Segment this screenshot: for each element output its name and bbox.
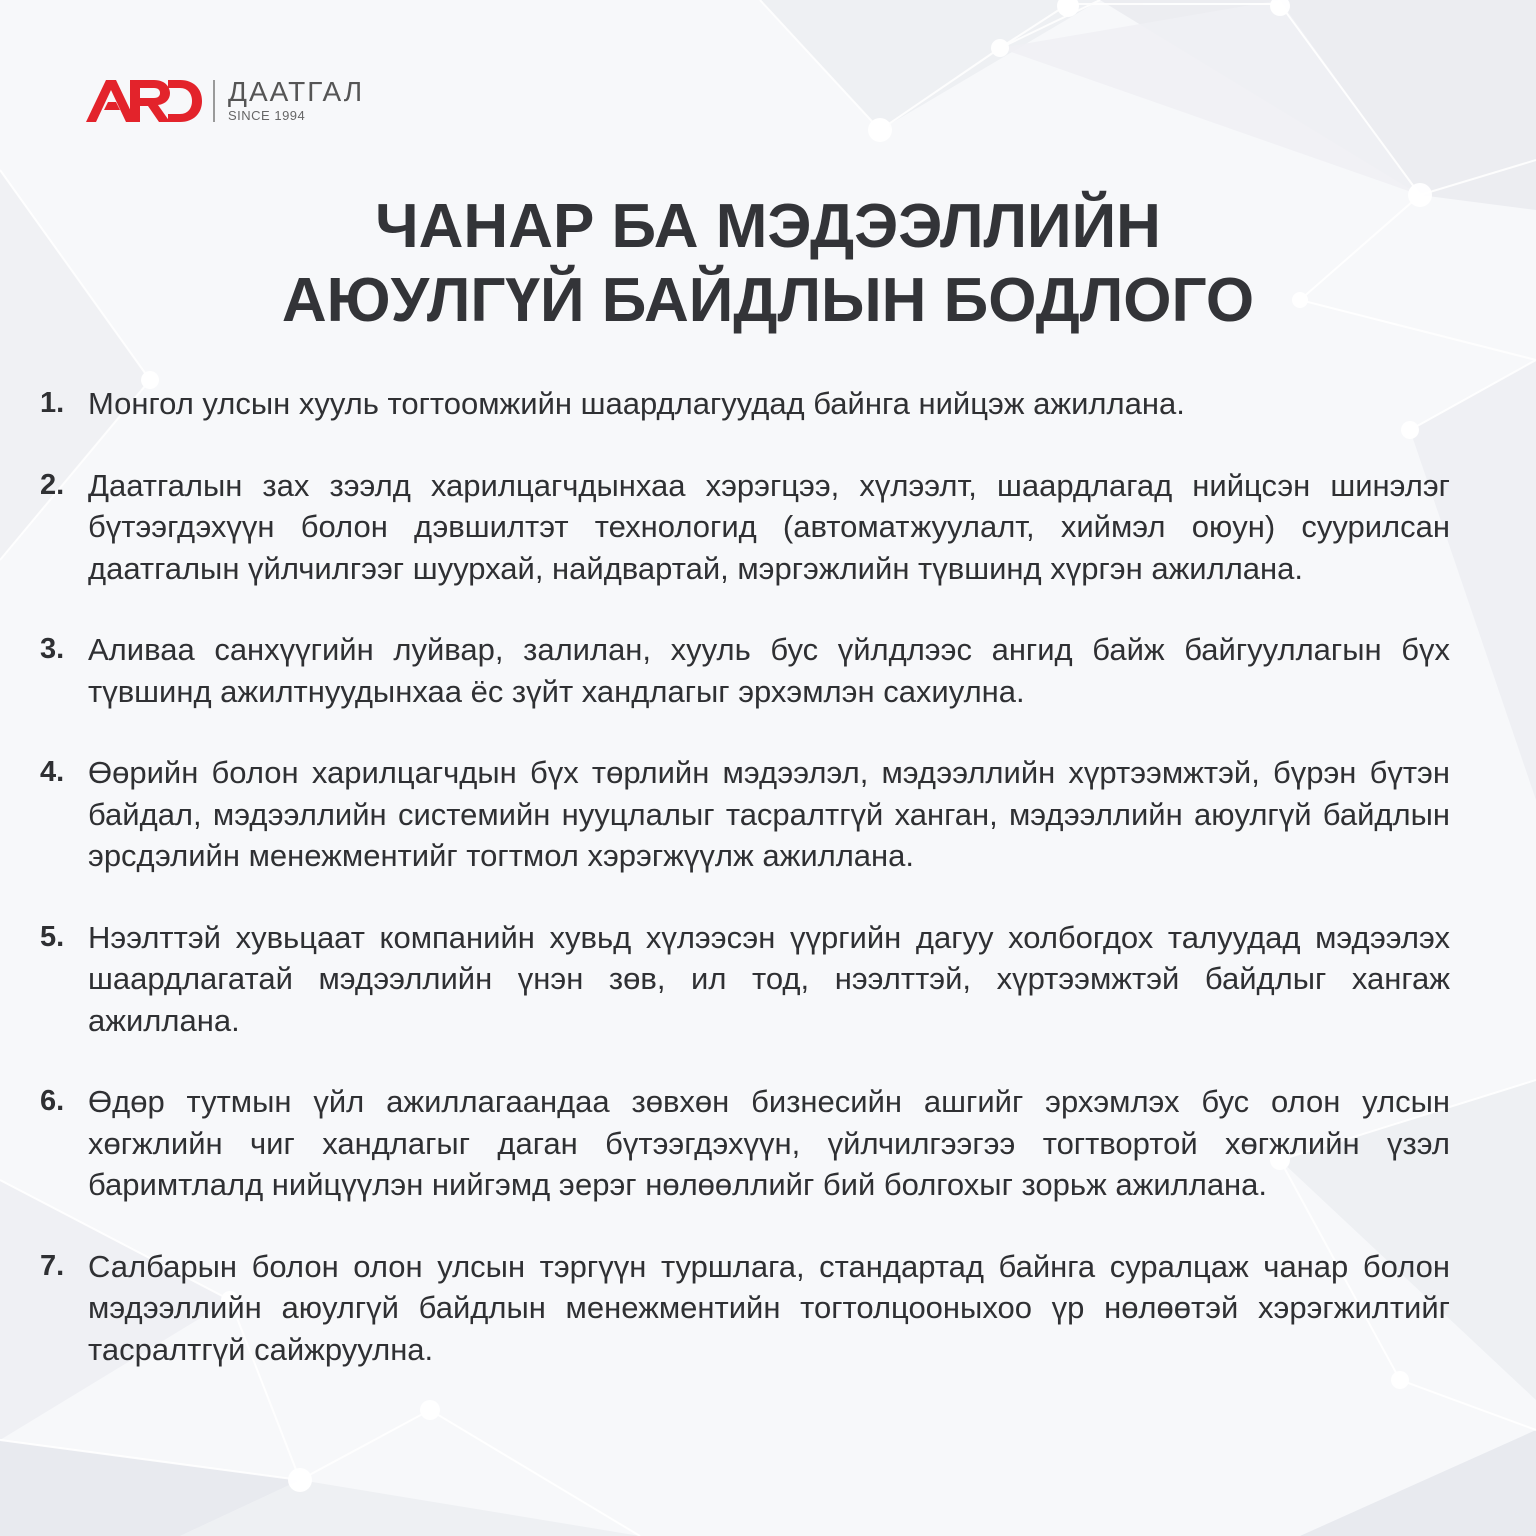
policy-text: Нээлттэй хувьцаат компанийн хувьд хүлээсэн үүргийн дагуу холбогдох талуудад мэдээлэх шаардлагатай мэдээллийн үнэн зөв, ил тод, нээлттэй, хүртээмжтэй байдлыг хангаж ажиллана.: [88, 919, 1450, 1038]
policy-number: 3.: [40, 633, 65, 665]
policy-number: 1.: [40, 387, 65, 419]
policy-text: Даатгалын зах зээлд харилцагчдынхаа хэрэгцээ, хүлээлт, шаардлагад нийцсэн шинэлэг бүтээгдэхүүн болон дэвшилтэт технологид (автоматжуулалт, хиймэл оюун) суурилсан даатгалын үйлчилгээг шуурхай, найдвартай, мэргэжлийн түвшинд хүргэн ажиллана.: [88, 467, 1450, 586]
policy-text: Өдөр тутмын үйл ажиллагаандаа зөвхөн бизнесийн ашгийг эрхэмлэх бус олон улсын хөгжлийн чиг хандлагыг даган бүтээгдэхүүн, үйлчилгээгээ тогтвортой хөгжлийн үзэл баримтлалд нийцүүлэн нийгэмд эерэг нөлөөллийг бий болгохыг зорьж ажиллана.: [88, 1084, 1450, 1202]
policy-item-4: [40, 752, 1450, 877]
brand-logo: [86, 76, 386, 126]
policy-item-5: [40, 917, 1450, 1042]
policy-text: Өөрийн болон харилцагчдын бүх төрлийн мэдээлэл, мэдээллийн хүртээмжтэй, бүрэн бүтэн байдал, мэдээллийн системийн нууцлалыг тасралтгүй ханган, мэдээллийн аюулгүй байдлын эрсдэлийн менежментийг тогтмол хэрэгжүүлж ажиллана.: [88, 755, 1450, 873]
policy-text: Монгол улсын хууль тогтоомжийн шаардлагуудад байнга нийцэж ажиллана.: [88, 386, 1185, 421]
page-title: [0, 190, 1536, 338]
policy-text: Салбарын болон олон улсын тэргүүн туршлага, стандартад байнга суралцаж чанар болон мэдээллийн аюулгүй байдлын менежментийн тогтолцооныхоо үр нөлөөтэй хэрэгжилтийг тасралтгүй сайжруулна.: [88, 1248, 1450, 1367]
title-line-2: АЮУЛГҮЙ БАЙДЛЫН БОДЛОГО: [281, 266, 1255, 335]
policy-item-2: [40, 465, 1450, 590]
policy-number: 2.: [40, 468, 65, 501]
policy-number: 4.: [40, 756, 65, 788]
ard-logo-mark: [86, 80, 202, 122]
policy-item-6: [40, 1081, 1450, 1206]
logo-divider: [213, 80, 215, 122]
logo-company-name: ДААТГАЛ: [228, 76, 365, 107]
policy-number: 7.: [40, 1249, 65, 1282]
policy-item-7: [40, 1246, 1450, 1371]
policy-list: [40, 383, 1450, 1410]
title-line-1: ЧАНАР БА МЭДЭЭЛЛИЙН: [375, 192, 1161, 261]
policy-item-1: [40, 383, 1450, 425]
policy-item-3: [40, 629, 1450, 712]
logo-since-text: SINCE 1994: [228, 108, 306, 123]
policy-text: Аливаа санхүүгийн луйвар, залилан, хууль бус үйлдлээс ангид байж байгууллагын бүх түвшинд ажилтнуудынхаа ёс зүйт хандлагыг эрхэмлэн сахиулна.: [88, 632, 1450, 709]
policy-number: 6.: [40, 1085, 65, 1117]
policy-number: 5.: [40, 920, 65, 953]
